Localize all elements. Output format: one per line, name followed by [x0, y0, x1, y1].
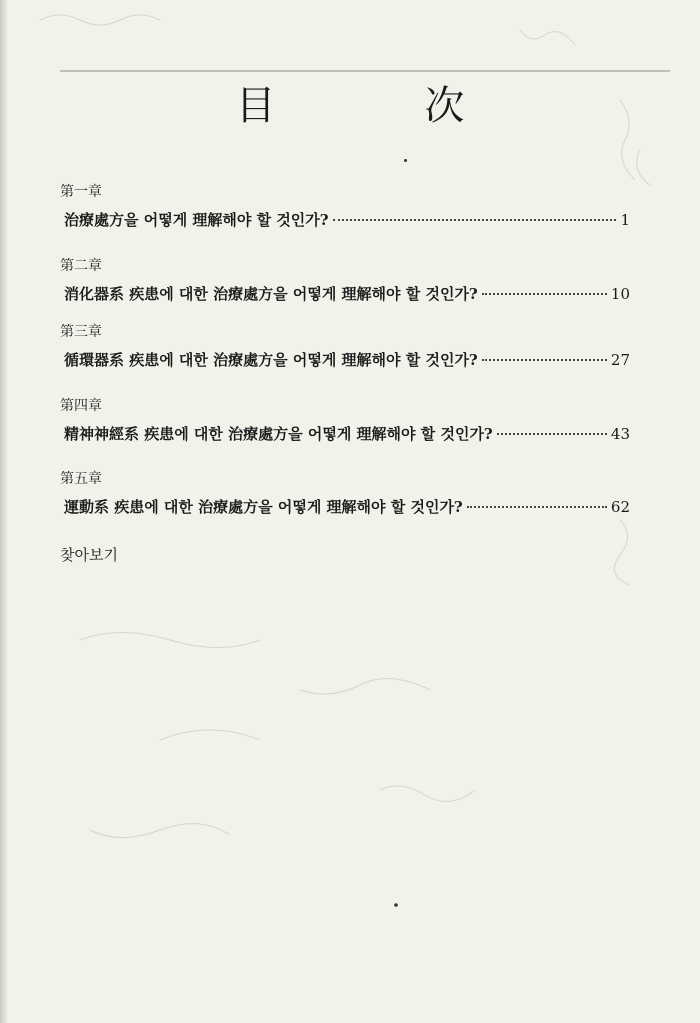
toc-entry[interactable] [60, 210, 630, 230]
toc-entry[interactable] [60, 424, 630, 444]
toc-chapter-1 [60, 183, 630, 230]
entry-title: 治療處方을 어떻게 理解해야 할 것인가? [64, 211, 329, 229]
dot-leader [482, 293, 607, 295]
toc-chapter-3 [60, 323, 630, 370]
page-number: 43 [610, 425, 630, 443]
header-rule [60, 70, 670, 72]
ink-mark [40, 15, 160, 25]
toc-entry[interactable] [60, 497, 630, 517]
toc-chapter-2 [60, 257, 630, 304]
entry-title: 運動系 疾患에 대한 治療處方을 어떻게 理解해야 할 것인가? [64, 498, 463, 516]
entry-title: 精神神經系 疾患에 대한 治療處方을 어떻게 理解해야 할 것인가? [64, 425, 493, 443]
ink-mark [380, 786, 475, 801]
ink-dot [394, 903, 398, 907]
page-number: 10 [610, 285, 630, 303]
ink-mark [80, 633, 260, 648]
dot-leader [333, 219, 617, 221]
chapter-label: 第四章 [60, 398, 102, 414]
dot-leader [497, 433, 607, 435]
chapter-label: 第五章 [60, 471, 102, 487]
ink-mark [520, 30, 575, 45]
ink-mark [614, 520, 630, 585]
page-number: 27 [610, 351, 630, 369]
ink-mark [90, 824, 230, 838]
chapter-label: 第一章 [60, 184, 102, 200]
page-number: 1 [620, 211, 630, 229]
page-edge-shadow [0, 0, 8, 1023]
entry-title: 消化器系 疾患에 대한 治療處方을 어떻게 理解해야 할 것인가? [64, 285, 478, 303]
entry-title: 循環器系 疾患에 대한 治療處方을 어떻게 理解해야 할 것인가? [64, 351, 478, 369]
dot-leader [482, 359, 607, 361]
ink-mark [300, 679, 430, 694]
chapter-label: 第三章 [60, 324, 102, 340]
dot-leader [467, 506, 607, 508]
ink-dot [404, 159, 407, 162]
ink-mark [637, 150, 650, 185]
toc-entry[interactable] [60, 350, 630, 370]
toc-chapter-4 [60, 397, 630, 444]
ink-mark [160, 730, 260, 740]
index-entry[interactable]: 찾아보기 [60, 546, 118, 564]
page-number: 62 [610, 498, 630, 516]
chapter-label: 第二章 [60, 258, 102, 274]
toc-chapter-5 [60, 470, 630, 517]
page-title: 目 次 [235, 83, 533, 129]
toc-entry[interactable] [60, 284, 630, 304]
